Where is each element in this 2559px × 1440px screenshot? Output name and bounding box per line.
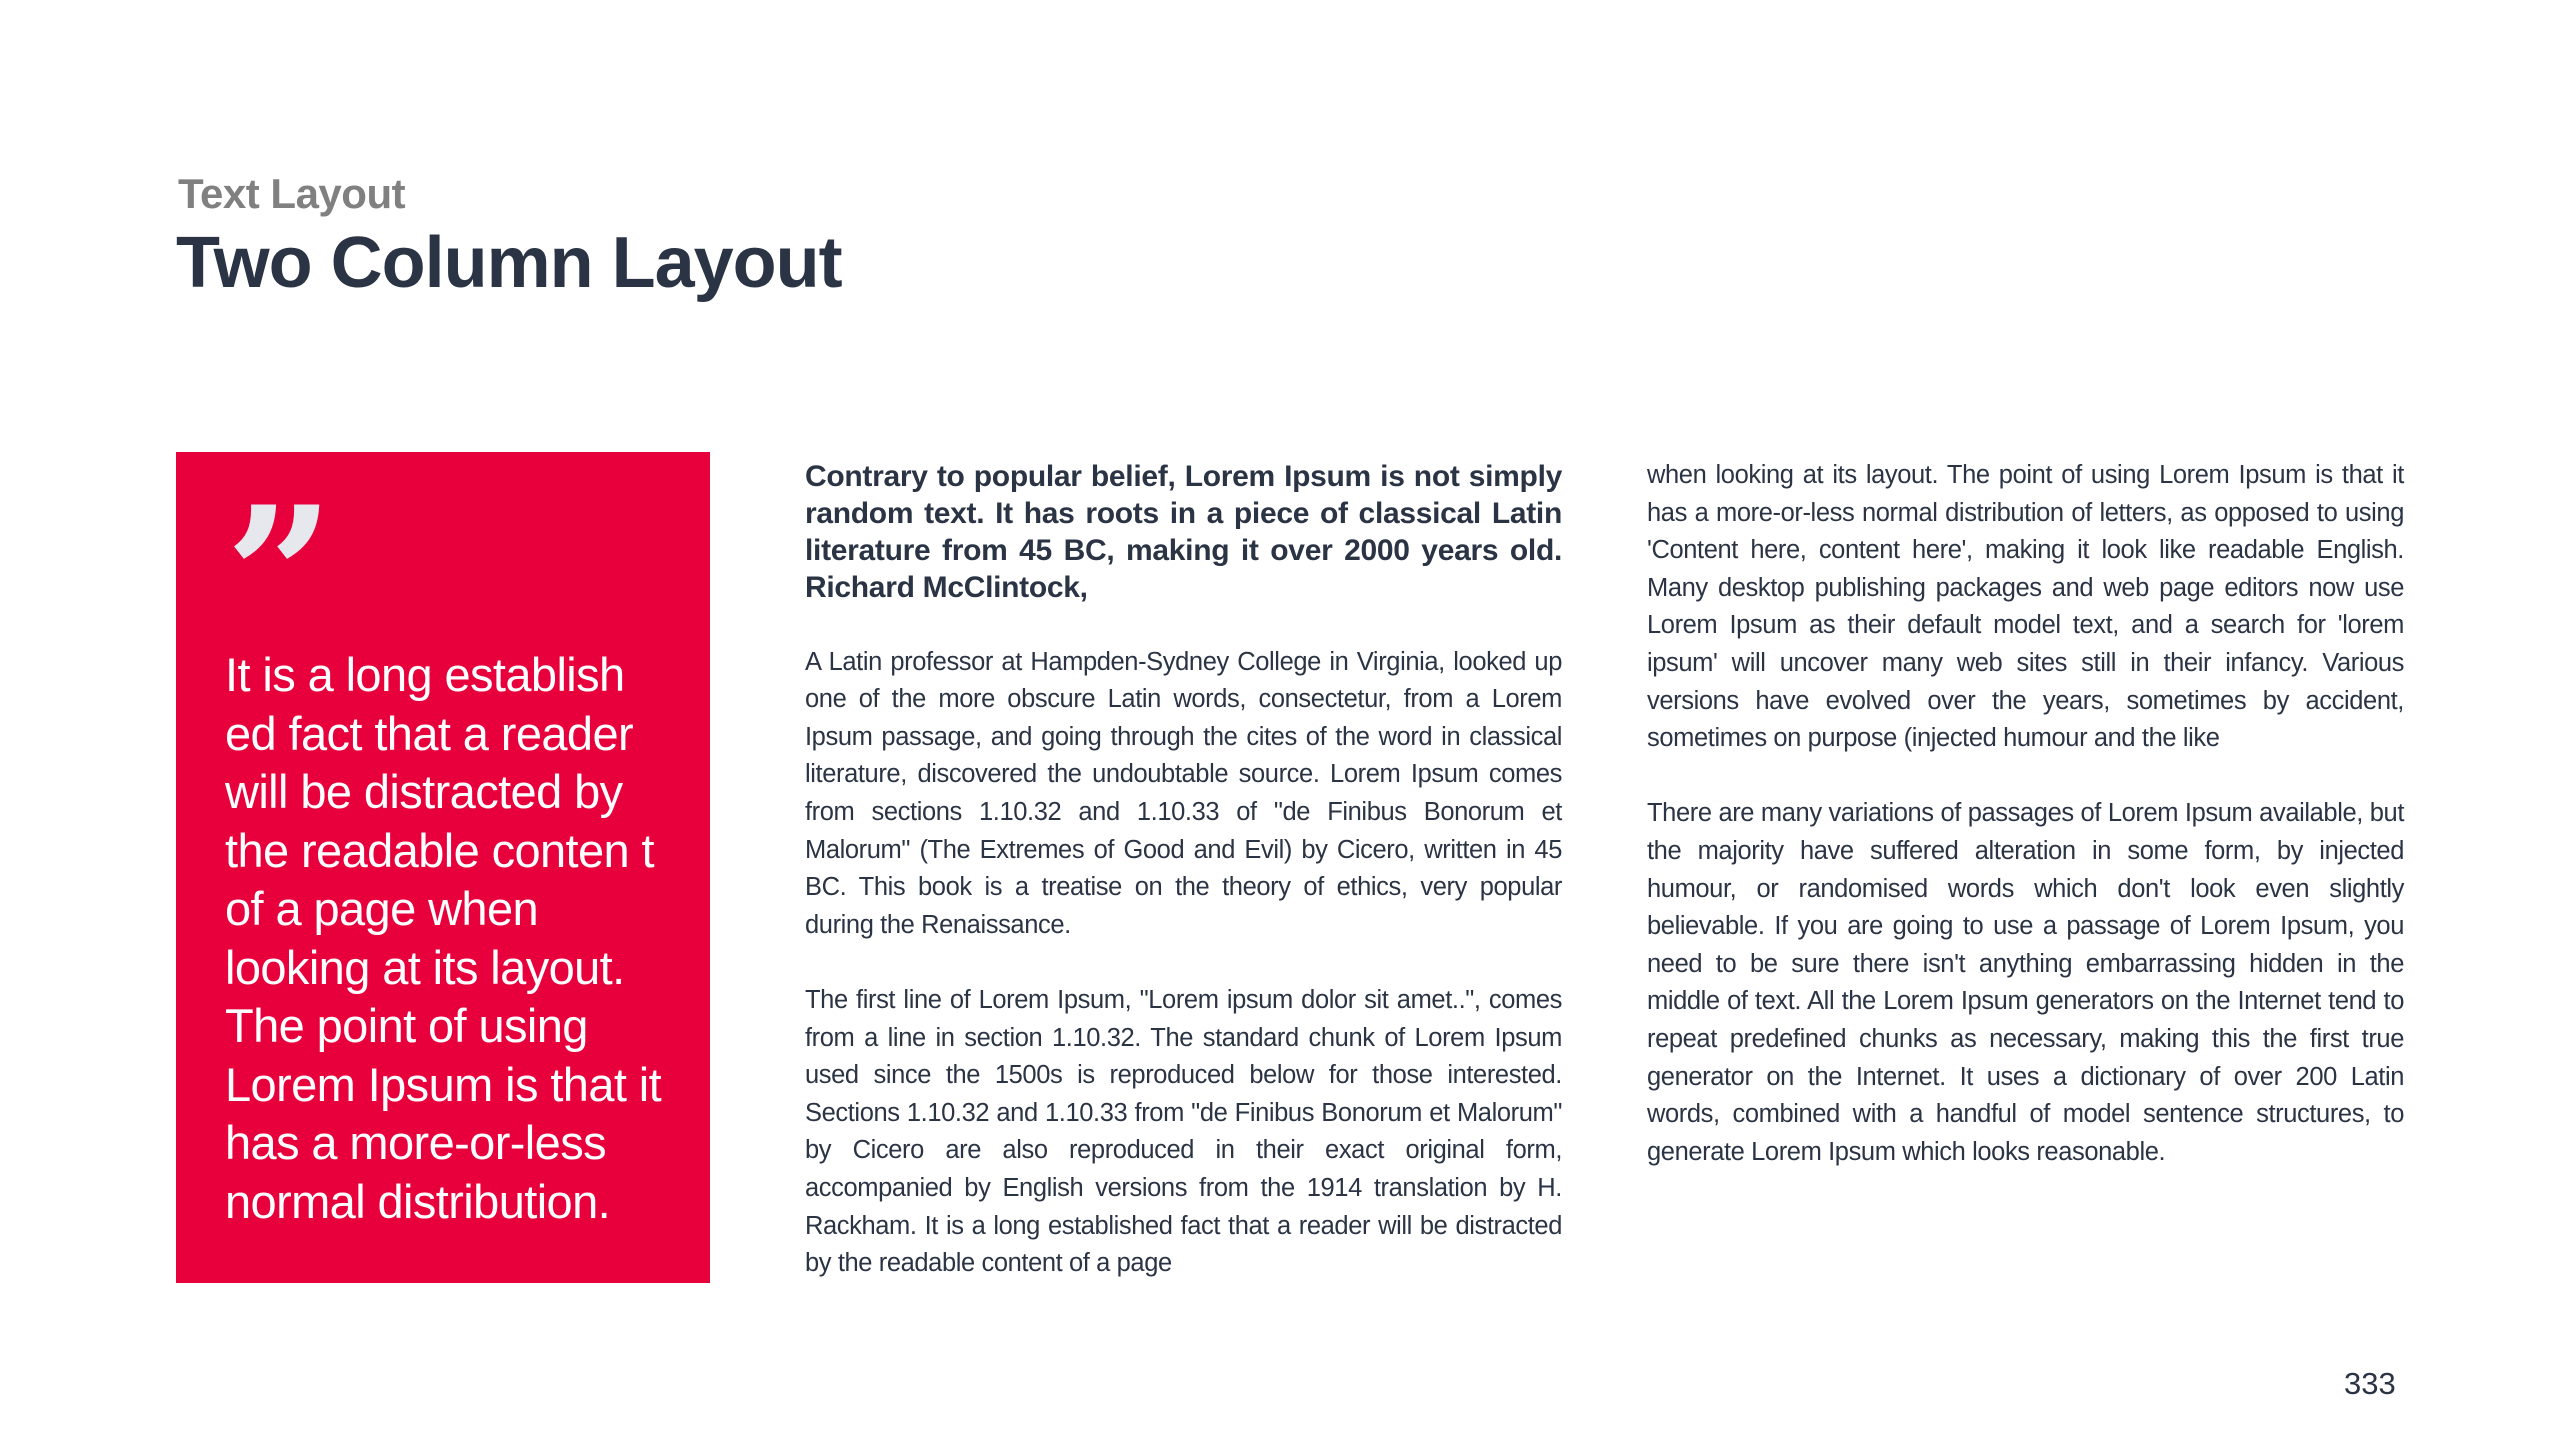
- text-column-2: [1647, 457, 2404, 1209]
- page-title: Two Column Layout: [176, 223, 842, 303]
- quote-text: It is a long establish ed fact that a reader will be distracted by the readable conten t of a page when looking at its layout. The point of using Lorem Ipsum is that it has a more-or-less normal distribution.: [225, 648, 662, 1228]
- quote-box: [176, 452, 710, 1283]
- text-column-1: [805, 458, 1562, 1320]
- body-paragraph: The first line of Lorem Ipsum, "Lorem ipsum dolor sit amet..", comes from a line in section 1.10.32. The standard chunk of Lorem Ipsum used since the 1500s is reproduced below for those interested. Sections 1.10.32 and 1.10.33 from "de Finibus Bonorum et Malorum" by Cicero are also reproduced in their exact original form, accompanied by English versions from the 1914 translation by H. Rackham. It is a long established fact that a reader will be distracted by the readable content of a page: [805, 985, 1562, 1278]
- body-paragraph: There are many variations of passages of Lorem Ipsum available, but the majority have suffered alteration in some form, by injected humour, or randomised words which don't look even slightly believable. If you are going to use a passage of Lorem Ipsum, you need to be sure there isn't anything embarrassing hidden in the middle of text. All the Lorem Ipsum generators on the Internet tend to repeat predefined chunks as necessary, making this the first true generator on the Internet. It uses a dictionary of over 200 Latin words, combined with a handful of model sentence structures, to generate Lorem Ipsum which looks reasonable.: [1647, 799, 2404, 1166]
- page-number: 333: [2344, 1366, 2396, 1401]
- lead-paragraph: Contrary to popular belief, Lorem Ipsum is not simply random text. It has roots in a piece of classical Latin literature from 45 BC, making it over 2000 years old. Richard McClintock,: [805, 460, 1562, 604]
- body-paragraph: A Latin professor at Hampden-Sydney College in Virginia, looked up one of the more obscure Latin words, consectetur, from a Lorem Ipsum passage, and going through the cites of the word in classical literature, discovered the undoubtable source. Lorem Ipsum comes from sections 1.10.32 and 1.10.33 of "de Finibus Bonorum et Malorum" (The Extremes of Good and Evil) by Cicero, written in 45 BC. This book is a treatise on the theory of ethics, very popular during the Renaissance.: [805, 647, 1562, 939]
- body-paragraph: when looking at its layout. The point of using Lorem Ipsum is that it has a more-or-less normal distribution of letters, as opposed to using 'Content here, content here', making it look like readable English. Many desktop publishing packages and web page editors now use Lorem Ipsum as their default model text, and a search for 'lorem ipsum' will uncover many web sites still in their infancy. Various versions have evolved over the years, sometimes by accident, sometimes on purpose (injected humour and the like: [1647, 461, 2404, 753]
- closing-quote-icon: ”: [225, 465, 325, 688]
- page-subtitle: Text Layout: [178, 170, 406, 217]
